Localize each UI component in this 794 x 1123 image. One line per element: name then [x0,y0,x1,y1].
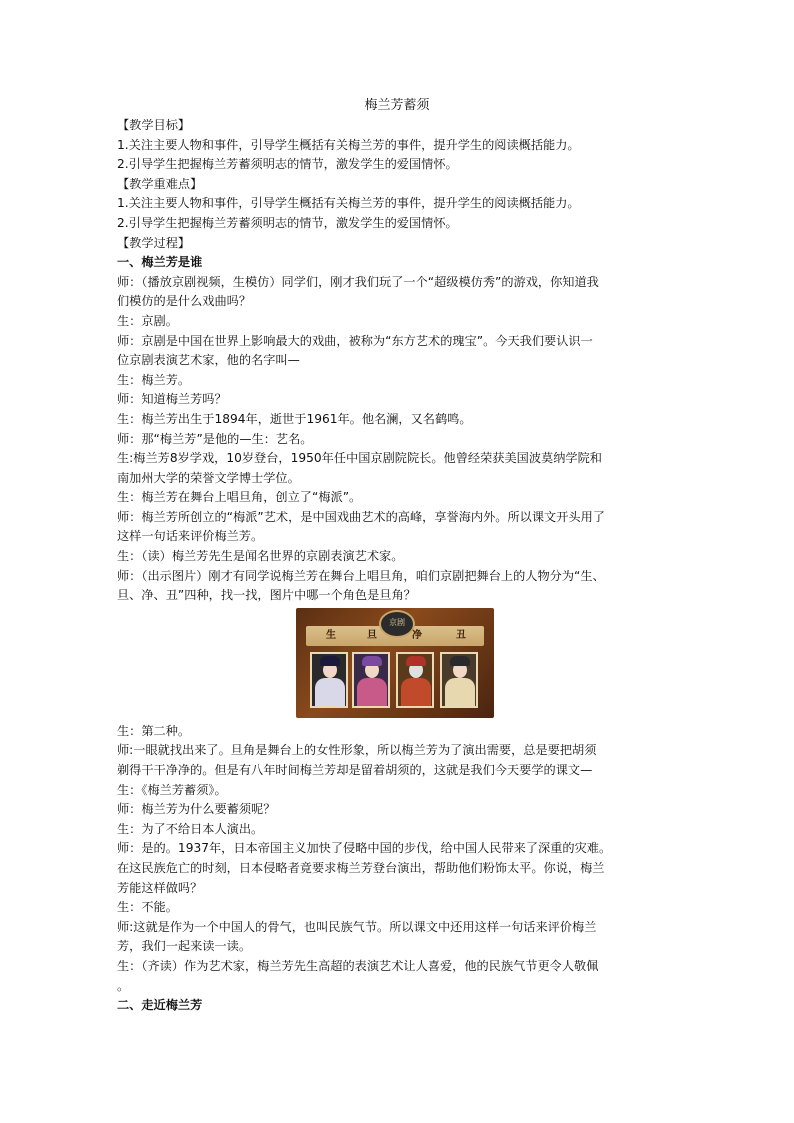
role-photo-sheng [310,652,348,708]
paragraph: 师：知道梅兰芳吗？ [117,392,227,407]
section-heading-process: 【教学过程】 [117,235,191,250]
role-label-sheng: 生 [326,629,336,641]
role-photo-jing [396,652,434,708]
paragraph: 。 [117,978,130,993]
paragraph: 师：（播放京剧视频，生模仿）同学们，刚才我们玩了一个“超级模仿秀”的游戏，你知道我 [117,274,599,289]
paragraph: 芳能这样做吗？ [117,880,203,895]
paragraph: 2.引导学生把握梅兰芳蓄须明志的情节，激发学生的爱国情怀。 [117,157,458,172]
paragraph: 南加州大学的荣誉文学博士学位。 [117,470,300,485]
opera-seal: 京剧 [379,610,415,638]
paragraph: 旦、净、丑”四种，找一找，图片中哪一个角色是旦角？ [117,588,416,603]
paragraph: 生：（读）梅兰芳先生是闻名世界的京剧表演艺术家。 [117,549,404,564]
paragraph: 位京剧表演艺术家，他的名字叫— [117,353,300,368]
role-label-jing: 净 [412,629,422,641]
paragraph: 生：梅兰芳。 [117,372,191,387]
paragraph: 生：第二种。 [117,723,191,738]
paragraph: 生：京剧。 [117,313,178,328]
paragraph: 生：为了不给日本人演出。 [117,821,264,836]
paragraph: 生：不能。 [117,900,178,915]
paragraph: 芳，我们一起来读一读。 [117,939,252,954]
paragraph: 师:一眼就找出来了。旦角是舞台上的女性形象，所以梅兰芳为了演出需要，总是要把胡须 [117,743,597,758]
paragraph: 1.关注主要人物和事件，引导学生概括有关梅兰芳的事件，提升学生的阅读概括能力。 [117,137,580,152]
paragraph: 在这民族危亡的时刻，日本侵略者竟要求梅兰芳登台演出，帮助他们粉饰太平。你说，梅兰 [117,861,605,875]
role-photo-dan [352,652,390,708]
opera-roles-image [296,608,494,718]
paragraph: 师：梅兰芳为什么要蓄须呢？ [117,802,276,817]
paragraph: 生：梅兰芳在舞台上唱旦角，创立了“梅派”。 [117,490,362,505]
role-label-chou: 丑 [456,629,466,641]
section-heading-key-points: 【教学重难点】 [117,176,203,191]
paragraph: 生：《梅兰芳蓄须》。 [117,782,227,797]
page-title: 梅兰芳蓄须 [364,98,430,113]
role-label-dan: 旦 [367,629,377,641]
part-heading-2: 二、走近梅兰芳 [117,998,203,1013]
paragraph: 生：梅兰芳出生于1894年，逝世于1961年。他名澜，又名鹤鸣。 [117,411,472,426]
part-heading-1: 一、梅兰芳是谁 [117,255,203,270]
paragraph: 师：（出示图片）刚才有同学说梅兰芳在舞台上唱旦角，咱们京剧把舞台上的人物分为“生、 [117,568,605,583]
paragraph: 们模仿的是什么戏曲吗？ [117,294,252,309]
opera-roles-figure [117,608,677,720]
lesson-content [117,116,677,1016]
paragraph: 师：梅兰芳所创立的“梅派”艺术，是中国戏曲艺术的高峰，享誉海内外。所以课文开头用了 [117,509,605,524]
paragraph: 2.引导学生把握梅兰芳蓄须明志的情节，激发学生的爱国情怀。 [117,215,458,230]
paragraph: 这样一句话来评价梅兰芳。 [117,529,264,544]
paragraph: 生：（齐读）作为艺术家，梅兰芳先生高超的表演艺术让人喜爱，他的民族气节更令人敬佩 [117,958,599,973]
section-heading-objectives: 【教学目标】 [117,118,191,132]
paragraph: 1.关注主要人物和事件，引导学生概括有关梅兰芳的事件，提升学生的阅读概括能力。 [117,196,580,211]
paragraph: 剃得干干净净的。但是有八年时间梅兰芳却是留着胡须的，这就是我们今天要学的课文— [117,763,593,778]
role-photo-chou [440,652,478,708]
paragraph: 师：京剧是中国在世界上影响最大的戏曲，被称为“东方艺术的瑰宝”。今天我们要认识一 [117,333,593,348]
paragraph: 生:梅兰芳8岁学戏，10岁登台，1950年任中国京剧院院长。他曾经荣获美国波莫纳学院和 [117,451,602,466]
paragraph: 师：是的。1937年，日本帝国主义加快了侵略中国的步伐，给中国人民带来了深重的灾难。 [117,841,612,856]
paragraph: 师:这就是作为一个中国人的骨气，也叫民族气节。所以课文中还用这样一句话来评价梅兰 [117,919,597,934]
paragraph: 师：那“梅兰芳”是他的—生：艺名。 [117,431,313,446]
